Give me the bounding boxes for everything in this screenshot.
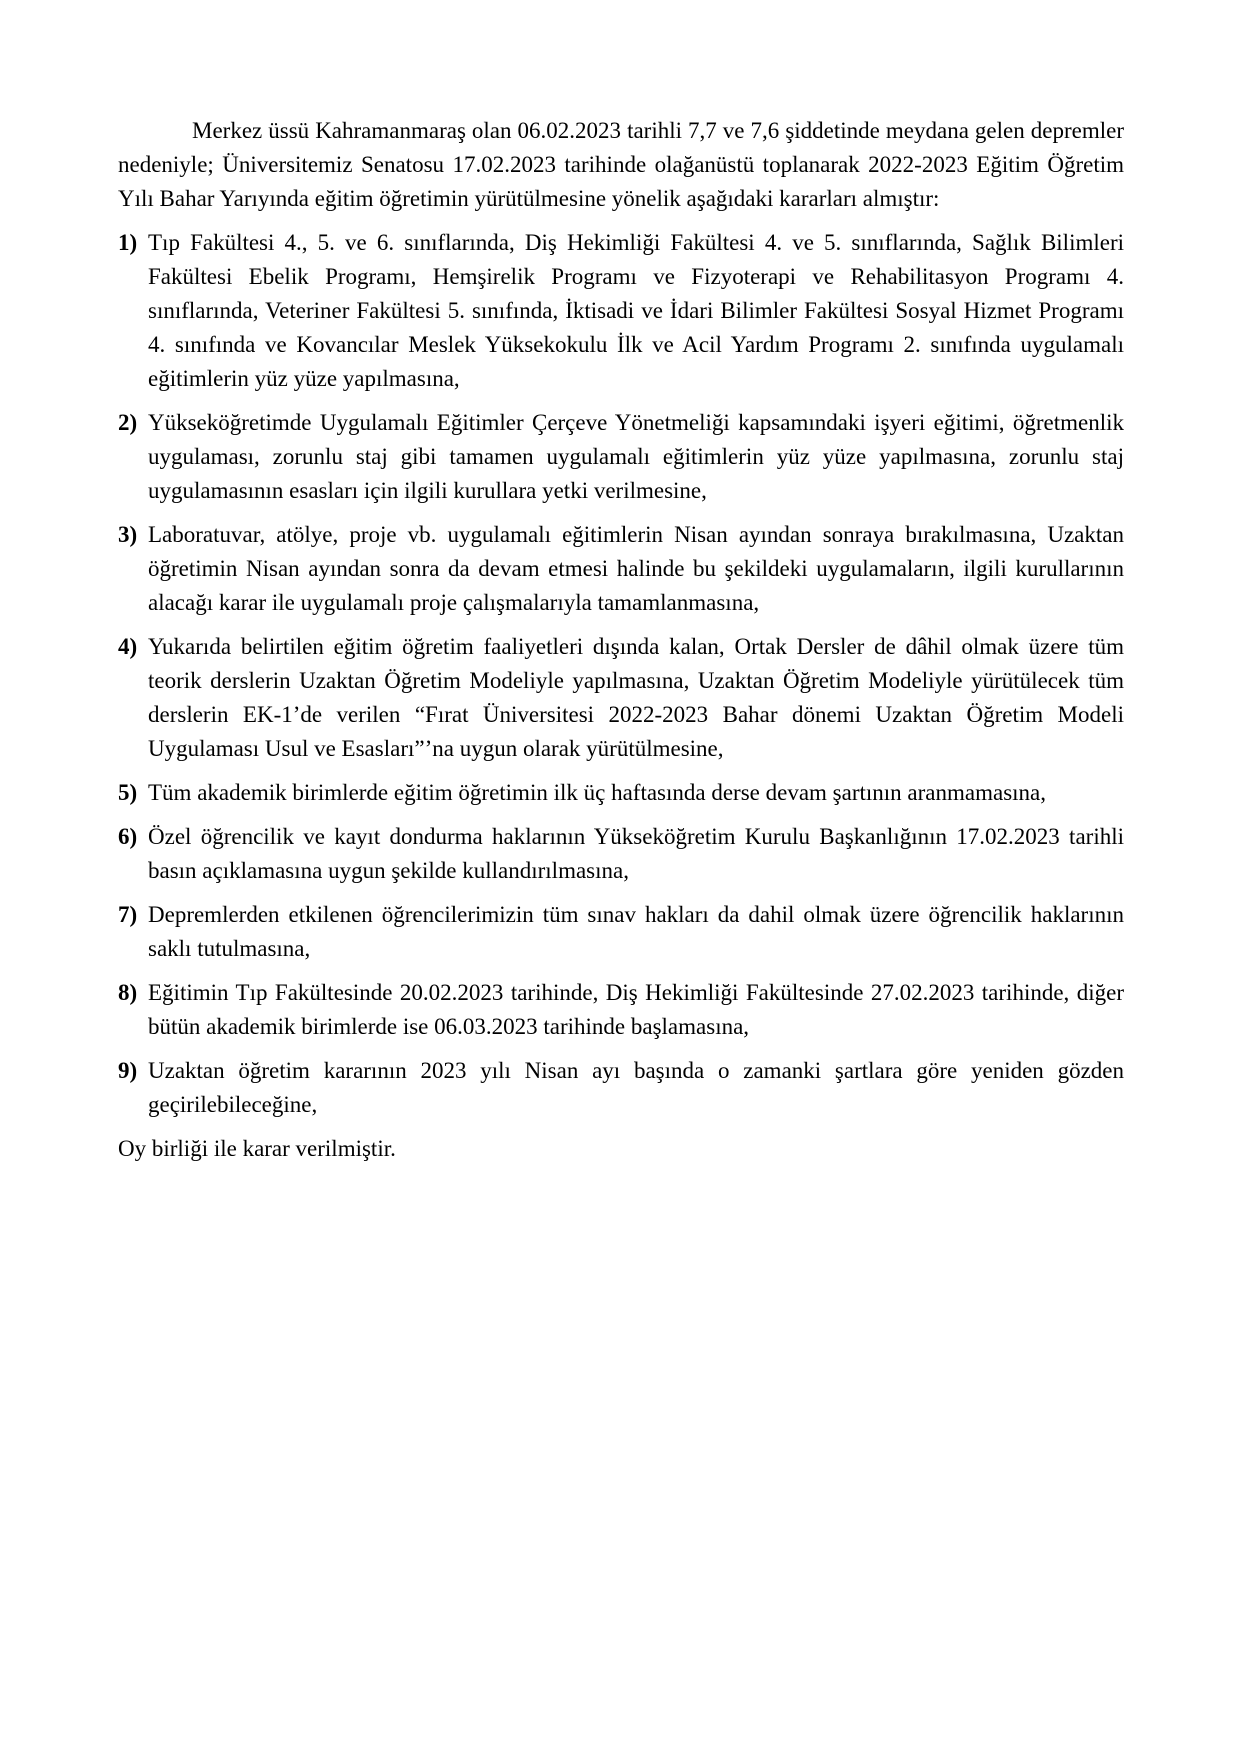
- decision-item-8: [118, 976, 1124, 1044]
- decision-text: Tüm akademik birimlerde eğitim öğretimin ilk üç haftasında derse devam şartının aranmamasına,: [148, 780, 1046, 805]
- decision-text: Eğitimin Tıp Fakültesinde 20.02.2023 tarihinde, Diş Hekimliği Fakültesinde 27.02.2023 tarihinde, diğer bütün akademik birimlerde ise 06.03.2023 tarihinde başlamasına,: [148, 980, 1124, 1039]
- decision-item-6: [118, 820, 1124, 888]
- document-body: [118, 114, 1124, 1166]
- decision-text: Uzaktan öğretim kararının 2023 yılı Nisan ayı başında o zamanki şartlara göre yeniden gözden geçirilebileceğine,: [148, 1058, 1124, 1117]
- decision-number: 5): [118, 780, 138, 805]
- decision-number: 9): [118, 1058, 138, 1083]
- decision-number: 8): [118, 980, 138, 1005]
- closing-statement: Oy birliği ile karar verilmiştir.: [118, 1136, 396, 1161]
- decision-item-1: [118, 226, 1124, 396]
- decision-text: Yukarıda belirtilen eğitim öğretim faaliyetleri dışında kalan, Ortak Dersler de dâhil olmak üzere tüm teorik derslerin Uzaktan Öğretim Modeliyle yapılmasına, Uzaktan Öğretim Modeliyle yürütülecek tüm derslerin EK-1’de verilen “Fırat Üniversitesi 2022-2023 Bahar dönemi Uzaktan Öğretim Modeli Uygulaması Usul ve Esasları”’na uygun olarak yürütülmesine,: [148, 634, 1124, 761]
- decision-number: 3): [118, 522, 138, 547]
- decision-number: 7): [118, 902, 138, 927]
- decision-item-7: [118, 898, 1124, 966]
- decision-number: 4): [118, 634, 138, 659]
- decision-item-2: [118, 406, 1124, 508]
- decision-list: [118, 226, 1124, 1122]
- decision-text: Özel öğrencilik ve kayıt dondurma haklarının Yükseköğretim Kurulu Başkanlığının 17.02.2023 tarihli basın açıklamasına uygun şekilde kullandırılmasına,: [148, 824, 1124, 883]
- decision-number: 1): [118, 230, 138, 255]
- decision-text: Laboratuvar, atölye, proje vb. uygulamalı eğitimlerin Nisan ayından sonraya bırakılmasına, Uzaktan öğretimin Nisan ayından sonra da devam etmesi halinde bu şekildeki uygulamaların, ilgili kurullarının alacağı karar ile uygulamalı proje çalışmalarıyla tamamlanmasına,: [148, 522, 1124, 615]
- decision-item-5: [118, 776, 1124, 810]
- decision-item-3: [118, 518, 1124, 620]
- decision-number: 6): [118, 824, 138, 849]
- intro-paragraph: Merkez üssü Kahramanmaraş olan 06.02.2023 tarihli 7,7 ve 7,6 şiddetinde meydana gelen depremler nedeniyle; Üniversitemiz Senatosu 17.02.2023 tarihinde olağanüstü toplanarak 2022-2023 Eğitim Öğretim Yılı Bahar Yarıyında eğitim öğretimin yürütülmesine yönelik aşağıdaki kararları almıştır:: [118, 118, 1124, 211]
- decision-text: Depremlerden etkilenen öğrencilerimizin tüm sınav hakları da dahil olmak üzere öğrencilik haklarının saklı tutulmasına,: [148, 902, 1124, 961]
- decision-number: 2): [118, 410, 138, 435]
- decision-text: Yükseköğretimde Uygulamalı Eğitimler Çerçeve Yönetmeliği kapsamındaki işyeri eğitimi, öğretmenlik uygulaması, zorunlu staj gibi tamamen uygulamalı eğitimlerin yüz yüze yapılmasına, zorunlu staj uygulamasının esasları için ilgili kurullara yetki verilmesine,: [148, 410, 1124, 503]
- decision-item-4: [118, 630, 1124, 766]
- decision-item-9: [118, 1054, 1124, 1122]
- decision-text: Tıp Fakültesi 4., 5. ve 6. sınıflarında, Diş Hekimliği Fakültesi 4. ve 5. sınıflarında, Sağlık Bilimleri Fakültesi Ebelik Programı, Hemşirelik Programı ve Fizyoterapi ve Rehabilitasyon Programı 4. sınıflarında, Veteriner Fakültesi 5. sınıfında, İktisadi ve İdari Bilimler Fakültesi Sosyal Hizmet Programı 4. sınıfında ve Kovancılar Meslek Yüksekokulu İlk ve Acil Yardım Programı 2. sınıfında uygulamalı eğitimlerin yüz yüze yapılmasına,: [148, 230, 1124, 391]
